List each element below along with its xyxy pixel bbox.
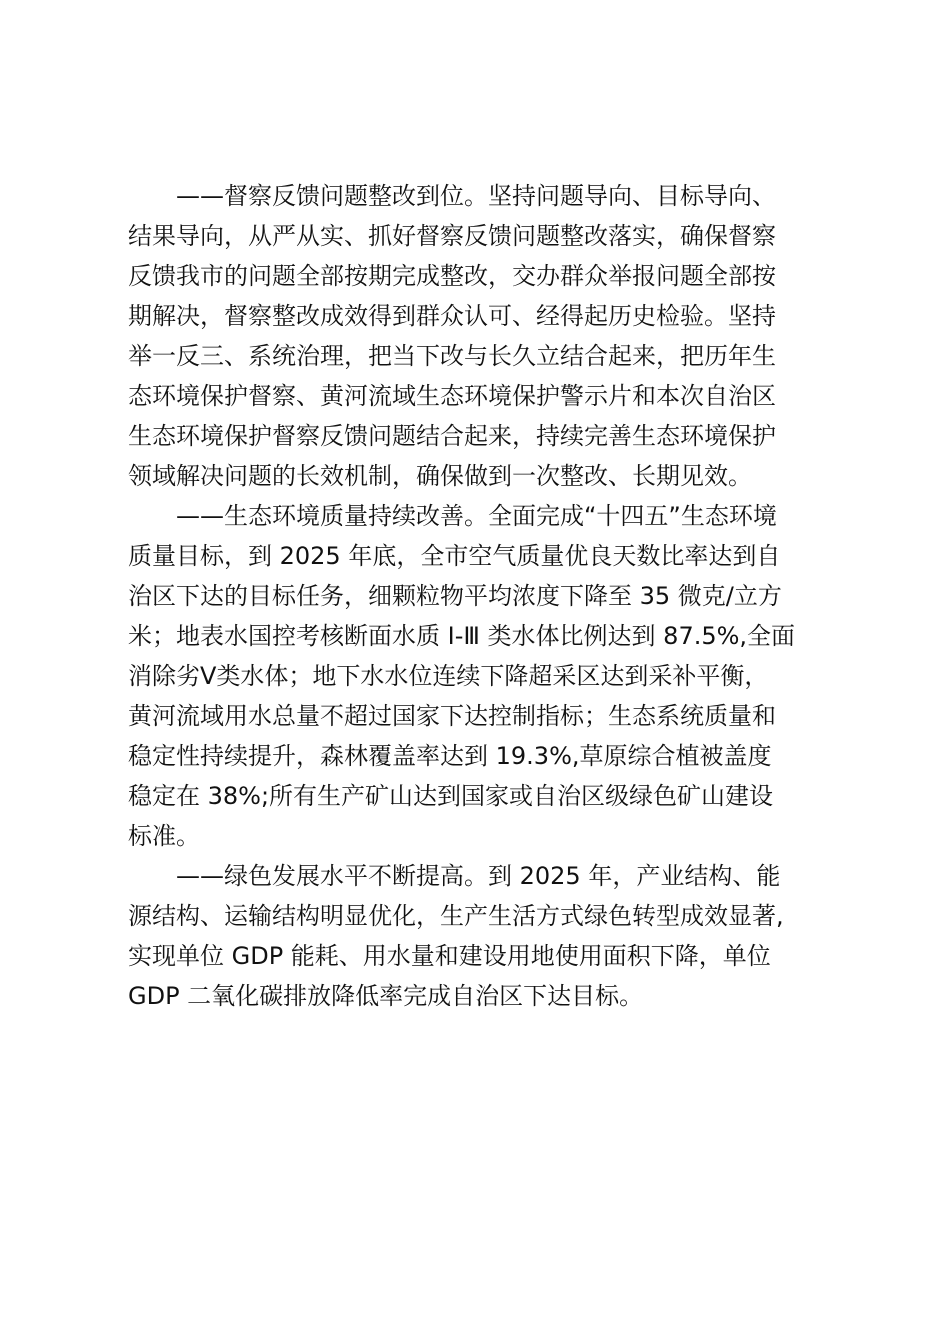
text-line: 反馈我市的问题全部按期完成整改，交办群众举报问题全部按	[128, 262, 776, 290]
text-line: ——督察反馈问题整改到位。坚持问题导向、目标导向、	[176, 182, 776, 210]
text-line: 治区下达的目标任务，细颗粒物平均浓度下降至 35 微克/立方	[128, 582, 782, 610]
text-line: 生态环境保护督察反馈问题结合起来，持续完善生态环境保护	[128, 422, 776, 450]
text-line: 稳定在 38%;所有生产矿山达到国家或自治区级绿色矿山建设	[128, 782, 774, 810]
text-line: 黄河流域用水总量不超过国家下达控制指标；生态系统质量和	[128, 702, 776, 730]
paragraph-inspection-rectification	[128, 176, 828, 496]
text-line: ——生态环境质量持续改善。全面完成“十四五”生态环境	[176, 502, 777, 530]
text-line: 期解决，督察整改成效得到群众认可、经得起历史检验。坚持	[128, 302, 776, 330]
text-line: 举一反三、系统治理，把当下改与长久立结合起来，把历年生	[128, 342, 776, 370]
text-line: 态环境保护督察、黄河流域生态环境保护警示片和本次自治区	[128, 382, 776, 410]
paragraph-green-development	[128, 856, 828, 1016]
paragraph-environment-quality	[128, 496, 828, 856]
text-line: 结果导向，从严从实、抓好督察反馈问题整改落实，确保督察	[128, 222, 776, 250]
text-line: 源结构、运输结构明显优化，生产生活方式绿色转型成效显著,	[128, 902, 784, 930]
document-body	[128, 176, 828, 1016]
text-line: 实现单位 GDP 能耗、用水量和建设用地使用面积下降，单位	[128, 942, 771, 970]
text-line: 稳定性持续提升，森林覆盖率达到 19.3%,草原综合植被盖度	[128, 742, 772, 770]
text-line: 领域解决问题的长效机制，确保做到一次整改、长期见效。	[128, 462, 752, 490]
text-line: 质量目标，到 2025 年底，全市空气质量优良天数比率达到自	[128, 542, 781, 570]
text-line: 标准。	[128, 822, 200, 850]
text-line: GDP 二氧化碳排放降低率完成自治区下达目标。	[128, 982, 644, 1010]
text-line: 米；地表水国控考核断面水质 I-Ⅲ 类水体比例达到 87.5%,全面	[128, 622, 796, 650]
text-line: ——绿色发展水平不断提高。到 2025 年，产业结构、能	[176, 862, 781, 890]
text-line: 消除劣Ⅴ类水体；地下水水位连续下降超采区达到采补平衡，	[128, 662, 769, 690]
